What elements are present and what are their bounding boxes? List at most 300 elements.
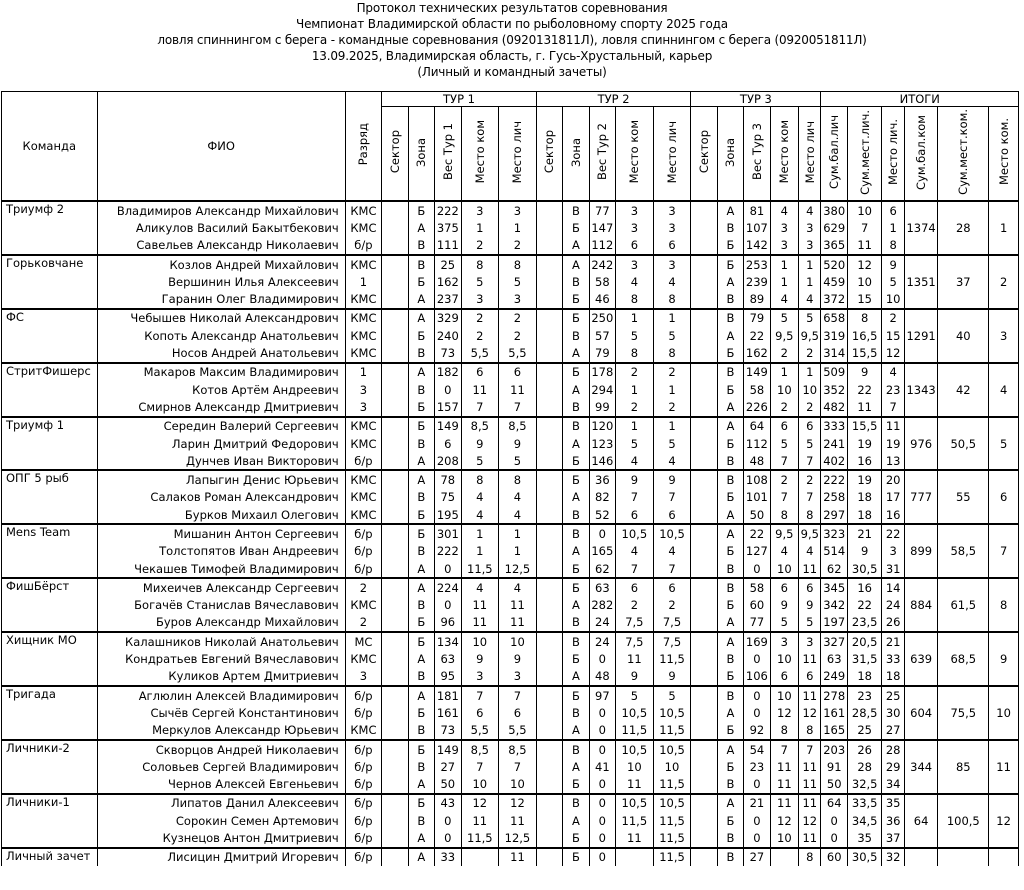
- table-cell: 3: [882, 543, 904, 560]
- table-cell: 380: [821, 201, 847, 219]
- table-cell: Б: [563, 686, 589, 704]
- table-cell: 9,5: [770, 327, 798, 344]
- table-cell: [536, 237, 562, 255]
- participant-name: Салаков Роман Александрович: [97, 489, 345, 506]
- table-cell: 6: [461, 363, 499, 381]
- table-cell: 9,5: [770, 524, 798, 542]
- table-cell: В: [563, 704, 589, 721]
- table-cell: 1: [653, 381, 691, 398]
- table-cell: 203: [821, 740, 847, 758]
- table-cell: [691, 686, 717, 704]
- table-cell: 5: [770, 435, 798, 452]
- table-cell: 10,5: [616, 704, 654, 721]
- table-cell: КМС: [345, 470, 382, 488]
- team-place: 3: [989, 309, 1019, 363]
- table-cell: 169: [744, 632, 770, 650]
- table-cell: 6: [653, 578, 691, 596]
- table-cell: 1: [653, 309, 691, 327]
- table-cell: 2: [616, 597, 654, 614]
- table-cell: А: [717, 201, 743, 219]
- table-cell: 222: [435, 201, 461, 219]
- table-cell: [536, 829, 562, 847]
- table-cell: 7: [616, 489, 654, 506]
- participant-name: Козлов Андрей Михайлович: [97, 255, 345, 273]
- table-cell: 5: [499, 273, 537, 290]
- table-cell: 26: [882, 614, 904, 632]
- table-cell: 7: [461, 686, 499, 704]
- table-cell: Б: [563, 560, 589, 578]
- table-cell: КМС: [345, 489, 382, 506]
- table-cell: 1: [499, 219, 537, 236]
- table-cell: [382, 597, 408, 614]
- table-cell: [691, 290, 717, 308]
- table-cell: 0: [435, 597, 461, 614]
- table-cell: А: [717, 632, 743, 650]
- table-cell: В: [408, 722, 434, 740]
- table-cell: КМС: [345, 650, 382, 667]
- table-cell: 8: [616, 290, 654, 308]
- table-cell: 10,5: [653, 740, 691, 758]
- table-cell: 11: [461, 597, 499, 614]
- table-cell: 1: [616, 309, 654, 327]
- table-cell: 5: [653, 327, 691, 344]
- team-name: ОПГ 5 рыб: [2, 470, 98, 524]
- table-cell: Б: [717, 543, 743, 560]
- table-cell: 1: [653, 417, 691, 435]
- table-cell: 25: [882, 686, 904, 704]
- team-sum-points: [904, 848, 938, 866]
- table-cell: 10: [499, 776, 537, 794]
- table-cell: [691, 614, 717, 632]
- table-cell: 23: [882, 381, 904, 398]
- table-cell: [691, 668, 717, 686]
- table-cell: 41: [589, 758, 615, 775]
- table-row: [2, 417, 1019, 435]
- table-cell: В: [717, 650, 743, 667]
- table-cell: 6: [799, 417, 821, 435]
- col-sector-2: Сектор: [536, 107, 562, 202]
- table-row: [2, 794, 1019, 812]
- table-cell: 1: [799, 363, 821, 381]
- table-cell: Б: [408, 201, 434, 219]
- table-cell: В: [408, 255, 434, 273]
- table-cell: 2: [345, 578, 382, 596]
- table-cell: Б: [563, 829, 589, 847]
- table-row: [2, 489, 1019, 506]
- participant-name: Сорокин Семен Артемович: [97, 812, 345, 829]
- table-cell: 33,5: [847, 794, 882, 812]
- participant-name: Толстопятов Иван Андреевич: [97, 543, 345, 560]
- table-cell: 7: [770, 452, 798, 470]
- col-sector-1: Сектор: [382, 107, 408, 202]
- table-cell: Б: [717, 722, 743, 740]
- table-cell: 6: [770, 578, 798, 596]
- table-cell: 2: [653, 363, 691, 381]
- table-cell: 10: [770, 381, 798, 398]
- table-cell: Б: [717, 758, 743, 775]
- participant-name: Вершинин Илья Алексеевич: [97, 273, 345, 290]
- team-place: 7: [989, 524, 1019, 578]
- table-cell: А: [717, 740, 743, 758]
- table-cell: В: [408, 381, 434, 398]
- participant-name: Носов Андрей Анатольевич: [97, 344, 345, 362]
- table-cell: 11: [461, 381, 499, 398]
- table-cell: 8: [653, 344, 691, 362]
- table-cell: 58: [589, 273, 615, 290]
- table-cell: 250: [589, 309, 615, 327]
- table-cell: б/р: [345, 848, 382, 866]
- table-cell: 120: [589, 417, 615, 435]
- team-name: Хищник МО: [2, 632, 98, 686]
- table-cell: 5: [770, 309, 798, 327]
- table-cell: 1: [770, 273, 798, 290]
- table-cell: 161: [435, 704, 461, 721]
- col-sum-team-places: Сум.мест.ком.: [938, 107, 989, 202]
- table-cell: 10: [461, 632, 499, 650]
- table-cell: [691, 829, 717, 847]
- table-cell: Б: [717, 489, 743, 506]
- table-cell: В: [563, 417, 589, 435]
- col-sum-team-points: Сум.бал.ком: [904, 107, 938, 202]
- table-cell: 50: [435, 776, 461, 794]
- table-cell: 28: [882, 740, 904, 758]
- table-cell: 11,5: [653, 848, 691, 866]
- col-place-team-2: Место ком: [616, 107, 654, 202]
- table-cell: 162: [744, 344, 770, 362]
- table-cell: 323: [821, 524, 847, 542]
- table-row: [2, 543, 1019, 560]
- table-cell: 10,5: [653, 794, 691, 812]
- table-cell: 319: [821, 327, 847, 344]
- table-cell: 157: [435, 398, 461, 416]
- header-discipline: ловля спиннингом с берега - командные соревнования (0920131811Л), ловля спиннингом с берега (0920051811Л): [157, 33, 867, 47]
- team-sum-places: 50,5: [938, 417, 989, 471]
- table-cell: 7: [653, 560, 691, 578]
- table-cell: 17: [882, 489, 904, 506]
- table-cell: В: [408, 489, 434, 506]
- table-cell: А: [563, 812, 589, 829]
- table-cell: 195: [435, 506, 461, 524]
- table-cell: [616, 848, 654, 866]
- table-cell: 31,5: [847, 650, 882, 667]
- table-cell: 8: [799, 848, 821, 866]
- table-row: [2, 381, 1019, 398]
- table-cell: 372: [821, 290, 847, 308]
- table-cell: 12: [770, 812, 798, 829]
- table-row: [2, 578, 1019, 596]
- table-cell: 7,5: [616, 632, 654, 650]
- table-cell: 0: [744, 812, 770, 829]
- table-cell: 21: [744, 794, 770, 812]
- team-sum-points: 64: [904, 794, 938, 848]
- table-cell: 161: [821, 704, 847, 721]
- participant-name: Калашников Николай Анатольевич: [97, 632, 345, 650]
- table-cell: 629: [821, 219, 847, 236]
- table-cell: 11: [616, 650, 654, 667]
- table-cell: 12: [799, 704, 821, 721]
- participant-name: Чекашев Тимофей Владимирович: [97, 560, 345, 578]
- table-cell: 3: [616, 219, 654, 236]
- table-cell: 11: [499, 597, 537, 614]
- table-row: [2, 255, 1019, 273]
- table-cell: 6: [882, 201, 904, 219]
- table-row: [2, 273, 1019, 290]
- table-cell: 11,5: [653, 650, 691, 667]
- table-cell: 6: [653, 237, 691, 255]
- table-cell: 1: [345, 273, 382, 290]
- table-cell: 1: [770, 255, 798, 273]
- table-cell: 11: [799, 794, 821, 812]
- table-cell: 4: [653, 543, 691, 560]
- table-cell: 8: [499, 470, 537, 488]
- table-cell: 6: [616, 578, 654, 596]
- table-cell: 36: [589, 470, 615, 488]
- table-cell: 0: [589, 776, 615, 794]
- table-cell: 21: [882, 632, 904, 650]
- table-cell: 18: [847, 506, 882, 524]
- table-cell: 226: [744, 398, 770, 416]
- table-cell: 19: [882, 435, 904, 452]
- table-cell: В: [717, 470, 743, 488]
- table-cell: 18: [847, 668, 882, 686]
- table-cell: [382, 470, 408, 488]
- table-cell: [382, 452, 408, 470]
- table-cell: 11,5: [653, 812, 691, 829]
- table-cell: 79: [589, 344, 615, 362]
- table-cell: А: [408, 363, 434, 381]
- table-cell: А: [563, 255, 589, 273]
- table-cell: 2: [616, 363, 654, 381]
- table-cell: 4: [616, 452, 654, 470]
- table-cell: КМС: [345, 255, 382, 273]
- table-cell: 7: [770, 489, 798, 506]
- table-cell: 658: [821, 309, 847, 327]
- team-sum-places: 55: [938, 470, 989, 524]
- table-cell: [382, 273, 408, 290]
- table-cell: 4: [499, 578, 537, 596]
- table-cell: Б: [563, 363, 589, 381]
- participant-name: Кондратьев Евгений Вячеславович: [97, 650, 345, 667]
- table-cell: 8: [461, 255, 499, 273]
- table-cell: В: [717, 219, 743, 236]
- table-cell: 10,5: [653, 524, 691, 542]
- table-cell: [536, 740, 562, 758]
- table-cell: [536, 524, 562, 542]
- team-name: ФишБёрст: [2, 578, 98, 632]
- table-cell: 0: [589, 794, 615, 812]
- table-cell: 4: [653, 452, 691, 470]
- table-cell: [536, 776, 562, 794]
- table-row: [2, 686, 1019, 704]
- results-body: [2, 201, 1019, 866]
- table-cell: КМС: [345, 722, 382, 740]
- table-cell: 0: [589, 650, 615, 667]
- team-sum-places: [938, 848, 989, 866]
- table-cell: б/р: [345, 543, 382, 560]
- table-cell: 11: [616, 776, 654, 794]
- table-cell: 459: [821, 273, 847, 290]
- table-cell: [382, 829, 408, 847]
- table-cell: 12: [499, 794, 537, 812]
- table-cell: 0: [744, 704, 770, 721]
- table-cell: 0: [435, 381, 461, 398]
- table-cell: 58: [744, 578, 770, 596]
- table-cell: [691, 489, 717, 506]
- table-cell: 22: [744, 327, 770, 344]
- table-cell: [691, 560, 717, 578]
- table-cell: 23: [744, 758, 770, 775]
- table-cell: А: [563, 597, 589, 614]
- table-cell: 22: [882, 524, 904, 542]
- table-cell: 0: [589, 812, 615, 829]
- table-cell: А: [717, 273, 743, 290]
- table-cell: 11: [847, 398, 882, 416]
- participant-name: Владимиров Александр Михайлович: [97, 201, 345, 219]
- table-cell: 8,5: [499, 740, 537, 758]
- table-cell: 15: [882, 327, 904, 344]
- table-row: [2, 219, 1019, 236]
- table-cell: Б: [563, 470, 589, 488]
- table-row: [2, 668, 1019, 686]
- table-cell: 9,5: [799, 524, 821, 542]
- table-cell: 25: [847, 722, 882, 740]
- table-cell: А: [717, 704, 743, 721]
- table-cell: А: [563, 668, 589, 686]
- table-cell: 6: [616, 237, 654, 255]
- table-cell: 9: [461, 650, 499, 667]
- table-cell: 6: [499, 704, 537, 721]
- table-cell: 3: [653, 255, 691, 273]
- table-cell: 333: [821, 417, 847, 435]
- table-cell: [691, 740, 717, 758]
- table-cell: 2: [770, 398, 798, 416]
- participant-name: Богачёв Станислав Вячеславович: [97, 597, 345, 614]
- table-cell: 197: [821, 614, 847, 632]
- table-cell: 0: [435, 812, 461, 829]
- table-cell: 1: [616, 381, 654, 398]
- table-cell: 6: [653, 506, 691, 524]
- table-cell: КМС: [345, 344, 382, 362]
- table-cell: [691, 470, 717, 488]
- participant-name: Аликулов Василий Бакытбекович: [97, 219, 345, 236]
- table-cell: 3: [499, 290, 537, 308]
- participant-name: Котов Артём Андреевич: [97, 381, 345, 398]
- protocol-header: [0, 0, 1024, 80]
- table-cell: 149: [435, 417, 461, 435]
- table-cell: 35: [847, 829, 882, 847]
- table-cell: А: [717, 327, 743, 344]
- col-place-pers-2: Место лич: [653, 107, 691, 202]
- table-cell: 8: [799, 722, 821, 740]
- table-cell: 0: [589, 848, 615, 866]
- table-cell: 6: [799, 668, 821, 686]
- table-cell: 2: [770, 344, 798, 362]
- table-cell: 13: [882, 452, 904, 470]
- table-cell: 0: [435, 560, 461, 578]
- table-cell: 2: [499, 327, 537, 344]
- table-cell: 11: [616, 829, 654, 847]
- table-cell: 2: [461, 309, 499, 327]
- table-cell: В: [563, 794, 589, 812]
- table-cell: б/р: [345, 829, 382, 847]
- table-row: [2, 237, 1019, 255]
- header-date-location: 13.09.2025, Владимирская область, г. Гусь-Хрустальный, карьер: [311, 49, 713, 63]
- table-cell: 1: [616, 417, 654, 435]
- table-cell: 4: [882, 363, 904, 381]
- table-cell: 62: [821, 560, 847, 578]
- table-cell: [382, 255, 408, 273]
- team-place: 8: [989, 578, 1019, 632]
- col-zone-1: Зона: [408, 107, 434, 202]
- table-cell: 4: [499, 489, 537, 506]
- table-cell: 10: [770, 829, 798, 847]
- participant-name: Буров Александр Михайлович: [97, 614, 345, 632]
- table-cell: 7,5: [616, 614, 654, 632]
- table-cell: 2: [499, 237, 537, 255]
- table-cell: 3: [345, 668, 382, 686]
- header-championship: Чемпионат Владимирской области по рыболовному спорту 2025 года: [296, 17, 728, 31]
- table-row: [2, 290, 1019, 308]
- table-cell: б/р: [345, 452, 382, 470]
- table-row: [2, 740, 1019, 758]
- table-cell: 89: [744, 290, 770, 308]
- table-cell: 11,5: [653, 722, 691, 740]
- table-cell: 3: [653, 219, 691, 236]
- col-weight-2: Вес Тур 2: [589, 107, 615, 202]
- table-cell: [691, 506, 717, 524]
- table-cell: 8,5: [499, 417, 537, 435]
- team-name: ФС: [2, 309, 98, 363]
- table-cell: 48: [744, 452, 770, 470]
- table-row: [2, 506, 1019, 524]
- participant-name: Середин Валерий Сергеевич: [97, 417, 345, 435]
- table-row: [2, 722, 1019, 740]
- table-cell: 181: [435, 686, 461, 704]
- table-cell: В: [717, 309, 743, 327]
- table-cell: 0: [744, 829, 770, 847]
- team-sum-places: 68,5: [938, 632, 989, 686]
- table-cell: б/р: [345, 524, 382, 542]
- table-cell: 142: [744, 237, 770, 255]
- table-cell: В: [408, 812, 434, 829]
- table-cell: 33: [882, 650, 904, 667]
- table-cell: 18: [882, 668, 904, 686]
- participant-name: Кузнецов Антон Дмитриевич: [97, 829, 345, 847]
- table-cell: Б: [563, 650, 589, 667]
- table-cell: 0: [821, 829, 847, 847]
- table-cell: 4: [616, 543, 654, 560]
- table-cell: 19: [847, 435, 882, 452]
- table-cell: 64: [744, 417, 770, 435]
- table-row: [2, 704, 1019, 721]
- table-cell: [691, 452, 717, 470]
- table-cell: 242: [589, 255, 615, 273]
- table-cell: 375: [435, 219, 461, 236]
- table-cell: Б: [408, 524, 434, 542]
- table-cell: 37: [882, 829, 904, 847]
- table-cell: 4: [461, 489, 499, 506]
- table-cell: 20: [882, 470, 904, 488]
- table-cell: В: [717, 363, 743, 381]
- col-team: Команда: [2, 92, 98, 202]
- table-cell: 7: [616, 560, 654, 578]
- table-cell: [536, 309, 562, 327]
- table-cell: [382, 560, 408, 578]
- table-cell: Б: [717, 812, 743, 829]
- table-cell: [536, 219, 562, 236]
- table-cell: 8: [847, 309, 882, 327]
- table-cell: 10,5: [653, 704, 691, 721]
